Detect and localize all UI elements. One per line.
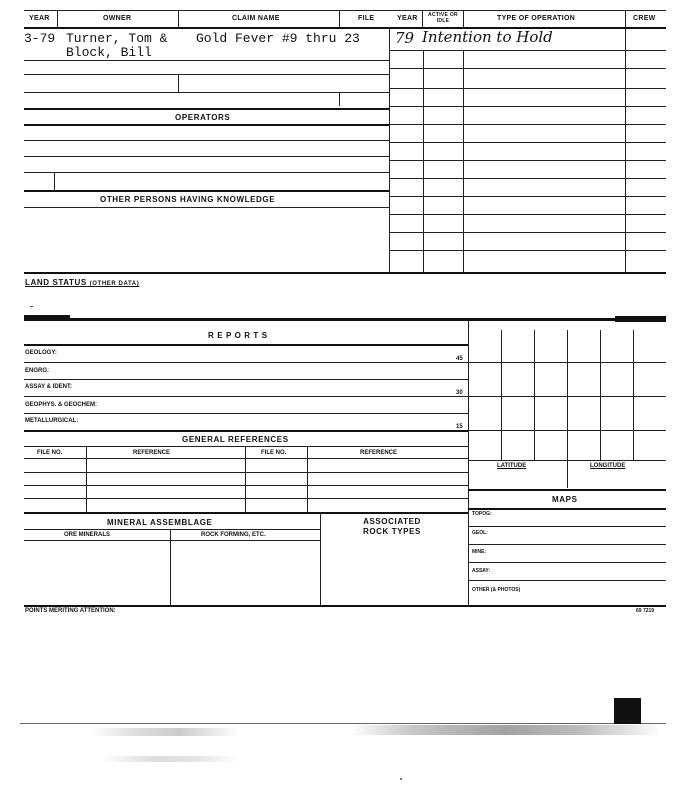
operation-grid-year-divider bbox=[423, 50, 424, 274]
mineral-assemblage-heading: MINERAL ASSEMBLAGE bbox=[107, 518, 213, 527]
operators-heading: OPERATORS bbox=[175, 113, 231, 122]
header-active-idle: ACTIVE OR IDLE bbox=[428, 12, 458, 24]
operation-grid-left bbox=[389, 27, 390, 274]
claim-file-divider bbox=[339, 92, 340, 106]
header-year-2: YEAR bbox=[397, 15, 418, 22]
maps-heading-border bbox=[468, 508, 666, 510]
longitude-label: LONGITUDE bbox=[590, 463, 626, 469]
grid-number-15: 15 bbox=[456, 424, 463, 430]
header-divider bbox=[463, 10, 464, 27]
reports-heading-border bbox=[24, 344, 468, 346]
plot-grid-line bbox=[534, 330, 535, 460]
scan-mark bbox=[30, 306, 33, 307]
grid-number-45: 45 bbox=[456, 356, 463, 362]
entry-op-year: 79 bbox=[395, 29, 415, 47]
land-status-sublabel: (OTHER DATA) bbox=[89, 281, 140, 287]
header-file: FILE bbox=[358, 15, 375, 22]
mineral-header-rock-forming: ROCK FORMING, ETC. bbox=[201, 532, 266, 538]
left-block-bottom-border bbox=[24, 272, 389, 274]
references-header-reference-2: REFERENCE bbox=[360, 450, 398, 456]
reports-top-bar-left-tab bbox=[24, 315, 70, 321]
bleed-through-smudge bbox=[100, 756, 240, 762]
operation-grid-rule bbox=[389, 88, 666, 89]
mineral-header-ore: ORE MINERALS bbox=[64, 532, 111, 538]
owner-rule bbox=[24, 74, 389, 75]
operation-grid-rule bbox=[389, 178, 666, 179]
map-rule bbox=[468, 580, 666, 581]
reports-top-bar bbox=[24, 318, 666, 321]
references-rule bbox=[24, 498, 468, 499]
references-header-border bbox=[24, 458, 468, 459]
operation-grid-rule bbox=[389, 160, 666, 161]
header-divider bbox=[57, 10, 58, 27]
operation-grid-crew-divider bbox=[625, 27, 626, 274]
reports-heading: R E P O R T S bbox=[208, 331, 268, 340]
references-divider bbox=[245, 446, 246, 512]
report-rule bbox=[24, 379, 468, 380]
references-divider bbox=[307, 446, 308, 512]
entry-claim-name: Gold Fever #9 thru 23 bbox=[196, 31, 360, 46]
report-label-geology: GEOLOGY: bbox=[25, 350, 57, 356]
points-meriting-heading: POINTS MERITING ATTENTION: bbox=[25, 608, 116, 614]
operators-rule bbox=[24, 172, 389, 173]
header-bottom-border bbox=[24, 27, 666, 29]
operators-rule bbox=[24, 140, 389, 141]
maps-bottom-border bbox=[468, 605, 666, 607]
report-label-assay: ASSAY & IDENT: bbox=[25, 384, 73, 390]
other-persons-heading-border bbox=[24, 207, 389, 208]
owner-rule bbox=[24, 60, 389, 61]
header-divider bbox=[339, 10, 340, 27]
header-divider bbox=[422, 10, 423, 27]
references-header-file-no-1: FILE NO. bbox=[37, 450, 63, 456]
map-rule bbox=[468, 544, 666, 545]
header-claim-name: CLAIM NAME bbox=[232, 15, 280, 22]
map-rule bbox=[468, 526, 666, 527]
operation-grid-rule bbox=[389, 250, 666, 251]
mineral-rock-divider bbox=[320, 512, 321, 606]
plot-grid-line bbox=[633, 330, 634, 460]
report-rule bbox=[24, 413, 468, 414]
header-divider bbox=[625, 10, 626, 27]
land-status-heading bbox=[25, 278, 139, 287]
other-persons-top-border bbox=[24, 190, 389, 192]
report-label-metallurgical: METALLURGICAL: bbox=[25, 418, 79, 424]
bleed-through-smudge bbox=[90, 728, 240, 736]
owner-claim-divider bbox=[178, 74, 179, 92]
operation-grid-rule bbox=[389, 68, 666, 69]
latitude-label: LATITUDE bbox=[497, 463, 527, 469]
map-label-geol: GEOL: bbox=[472, 530, 488, 536]
map-rule bbox=[468, 562, 666, 563]
bleed-through-line bbox=[20, 723, 666, 724]
bleed-through-speck bbox=[400, 778, 402, 780]
report-label-engrg: ENGRG: bbox=[25, 368, 49, 374]
references-rule bbox=[24, 485, 468, 486]
header-owner: OWNER bbox=[103, 15, 132, 22]
operators-rule bbox=[24, 156, 389, 157]
map-label-mine: MINE: bbox=[472, 549, 487, 555]
operation-grid-bottom bbox=[389, 272, 666, 274]
points-top-border bbox=[24, 605, 468, 607]
reports-top-bar-right-tab bbox=[615, 316, 666, 322]
general-references-heading: GENERAL REFERENCES bbox=[182, 435, 289, 444]
references-header-reference-1: REFERENCE bbox=[133, 450, 171, 456]
header-crew: CREW bbox=[633, 15, 656, 22]
references-header-file-no-2: FILE NO. bbox=[261, 450, 287, 456]
operators-top-border bbox=[24, 108, 389, 110]
header-year: YEAR bbox=[29, 15, 50, 22]
owner-rule bbox=[24, 92, 389, 93]
references-divider bbox=[86, 446, 87, 512]
mineral-top-border bbox=[24, 512, 468, 514]
form-number: 69 7219 bbox=[636, 608, 655, 614]
plot-grid-line bbox=[468, 362, 666, 363]
entry-owner-line2: Block, Bill bbox=[66, 45, 152, 60]
operation-grid-active-divider bbox=[463, 50, 464, 274]
plot-grid-line bbox=[501, 330, 502, 460]
mineral-header-border bbox=[24, 540, 320, 541]
references-heading-border bbox=[24, 446, 468, 447]
plot-grid-line bbox=[600, 330, 601, 460]
entry-year: 3-79 bbox=[24, 31, 56, 46]
references-rule bbox=[24, 472, 468, 473]
lat-long-divider bbox=[567, 460, 568, 488]
associated-rock-types-heading: ASSOCIATED ROCK TYPES bbox=[362, 517, 421, 536]
operation-grid-rule bbox=[389, 142, 666, 143]
report-label-geophys: GEOPHYS. & GEOCHEM: bbox=[25, 402, 98, 408]
bleed-through-block bbox=[614, 698, 641, 724]
plot-grid-border bbox=[468, 321, 469, 606]
header-divider bbox=[178, 10, 179, 27]
entry-owner-line1: Turner, Tom & bbox=[66, 31, 168, 46]
entry-operation-handwritten: Intention to Hold bbox=[422, 28, 553, 46]
plot-grid-line bbox=[468, 430, 666, 431]
land-status-label: LAND STATUS bbox=[25, 278, 87, 287]
ore-rock-divider bbox=[170, 529, 171, 606]
operation-grid-rule bbox=[389, 232, 666, 233]
operation-grid-rule bbox=[389, 106, 666, 107]
operators-heading-border bbox=[24, 124, 389, 126]
maps-heading: MAPS bbox=[552, 495, 578, 504]
header-type-of-operation: TYPE OF OPERATION bbox=[497, 15, 576, 22]
general-references-top-border bbox=[24, 430, 468, 432]
operation-grid-rule bbox=[389, 50, 666, 51]
plot-grid-line bbox=[468, 396, 666, 397]
map-label-other: OTHER (& PHOTOS) bbox=[472, 587, 521, 593]
report-rule bbox=[24, 362, 468, 363]
plot-grid-line bbox=[567, 330, 568, 460]
operation-grid-rule bbox=[389, 214, 666, 215]
operation-grid-rule bbox=[389, 124, 666, 125]
operators-mark bbox=[54, 172, 55, 190]
operation-grid-rule bbox=[389, 196, 666, 197]
mineral-heading-border bbox=[24, 529, 320, 530]
header-top-border bbox=[24, 10, 666, 11]
map-label-topog: TOPOG: bbox=[472, 511, 492, 517]
maps-top-border bbox=[468, 489, 666, 491]
bleed-through-smudge bbox=[350, 725, 660, 735]
map-label-assay: ASSAY: bbox=[472, 568, 491, 574]
grid-number-30: 30 bbox=[456, 390, 463, 396]
report-rule bbox=[24, 396, 468, 397]
other-persons-heading: OTHER PERSONS HAVING KNOWLEDGE bbox=[100, 195, 276, 204]
